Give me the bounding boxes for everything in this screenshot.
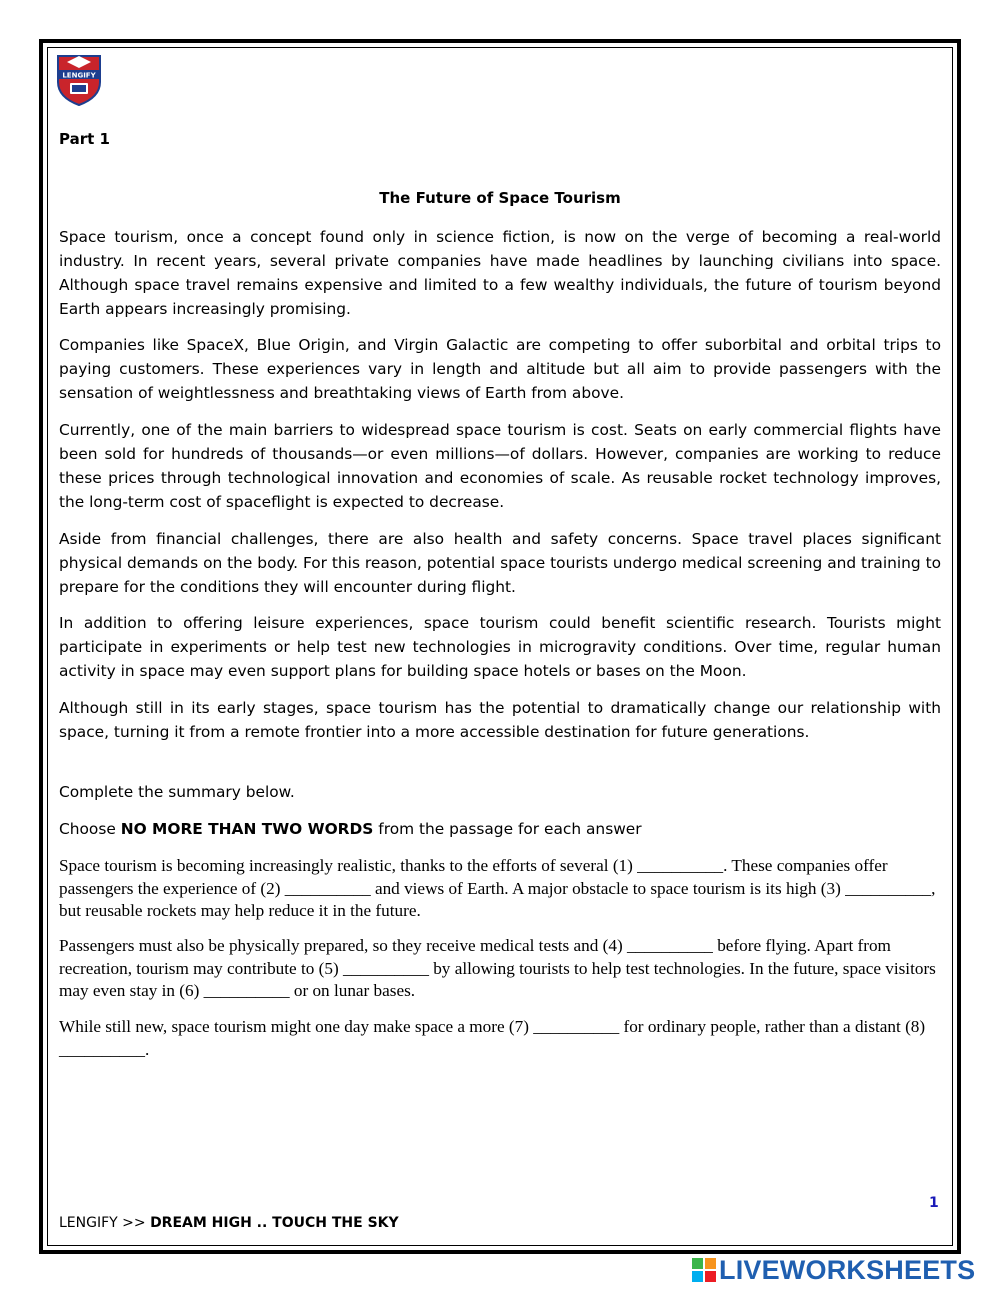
liveworksheets-icon bbox=[692, 1258, 716, 1282]
liveworksheets-text: LIVEWORKSHEETS bbox=[719, 1254, 976, 1285]
summary-paragraph-3: While still new, space tourism might one day make space a more (7) __________ for ordinary people, rather than a distant (8) __________. bbox=[59, 1017, 926, 1059]
liveworksheets-watermark bbox=[692, 1255, 975, 1285]
passage-title: The Future of Space Tourism bbox=[379, 189, 621, 207]
summary-paragraph-1: Space tourism is becoming increasingly realistic, thanks to the efforts of several (1) __________. These companies offer passengers the experience of (2) __________ and views of Earth. A major obstacle to space tourism is its high (3) __________, but reusable rockets may help reduce it in the future. bbox=[59, 856, 936, 920]
part-label: Part 1 bbox=[59, 130, 110, 148]
paragraph-6: Although still in its early stages, space tourism has the potential to dramatically change our relationship with space, turning it from a remote frontier into a more accessible destination for future generations. bbox=[59, 699, 941, 741]
paragraph-4: Aside from financial challenges, there are also health and safety concerns. Space travel places significant physical demands on the body. For this reason, potential space tourists undergo medical screening and training to prepare for the conditions they will encounter during flight. bbox=[59, 530, 942, 596]
paragraph-5: In addition to offering leisure experiences, space tourism could benefit scientific research. Tourists might participate in experiments or help test new technologies in microgravity conditions. Over time, regular human activity in space may even support plans for building space hotels or bases on the Moon. bbox=[59, 614, 941, 680]
instruction-word-limit: Choose NO MORE THAN TWO WORDS from the passage for each answer bbox=[59, 820, 642, 838]
summary-paragraph-2: Passengers must also be physically prepared, so they receive medical tests and (4) __________ before flying. Apart from recreation, tourism may contribute to (5) __________ by allowing tourists to help test technologies. In the future, space visitors may even stay in (6) __________ or on lunar bases. bbox=[59, 936, 936, 1000]
footer-slogan: LENGIFY >> DREAM HIGH .. TOUCH THE SKY bbox=[59, 1215, 399, 1231]
page-number: 1 bbox=[929, 1195, 939, 1211]
svg-text:LENGIFY: LENGIFY bbox=[62, 71, 96, 80]
paragraph-3: Currently, one of the main barriers to widespread space tourism is cost. Seats on early commercial flights have been sold for hundreds of thousands—or even millions—of dollars. However, companies are working to reduce these prices through technological innovation and economies of scale. As reusable rocket technology improves, the long-term cost of spaceflight is expected to decrease. bbox=[59, 421, 941, 511]
paragraph-2: Companies like SpaceX, Blue Origin, and Virgin Galactic are competing to offer suborbital and orbital trips to paying customers. These experiences vary in length and altitude but all aim to provide passengers with the sensation of weightlessness and breathtaking views of Earth from above. bbox=[59, 336, 941, 402]
paragraph-1: Space tourism, once a concept found only in science fiction, is now on the verge of becoming a real-world industry. In recent years, several private companies have made headlines by launching civilians into space. Although space travel remains expensive and limited to a few wealthy individuals, the future of tourism beyond Earth appears increasingly promising. bbox=[59, 228, 941, 318]
instruction-complete: Complete the summary below. bbox=[59, 783, 295, 801]
lengify-logo bbox=[55, 52, 103, 106]
